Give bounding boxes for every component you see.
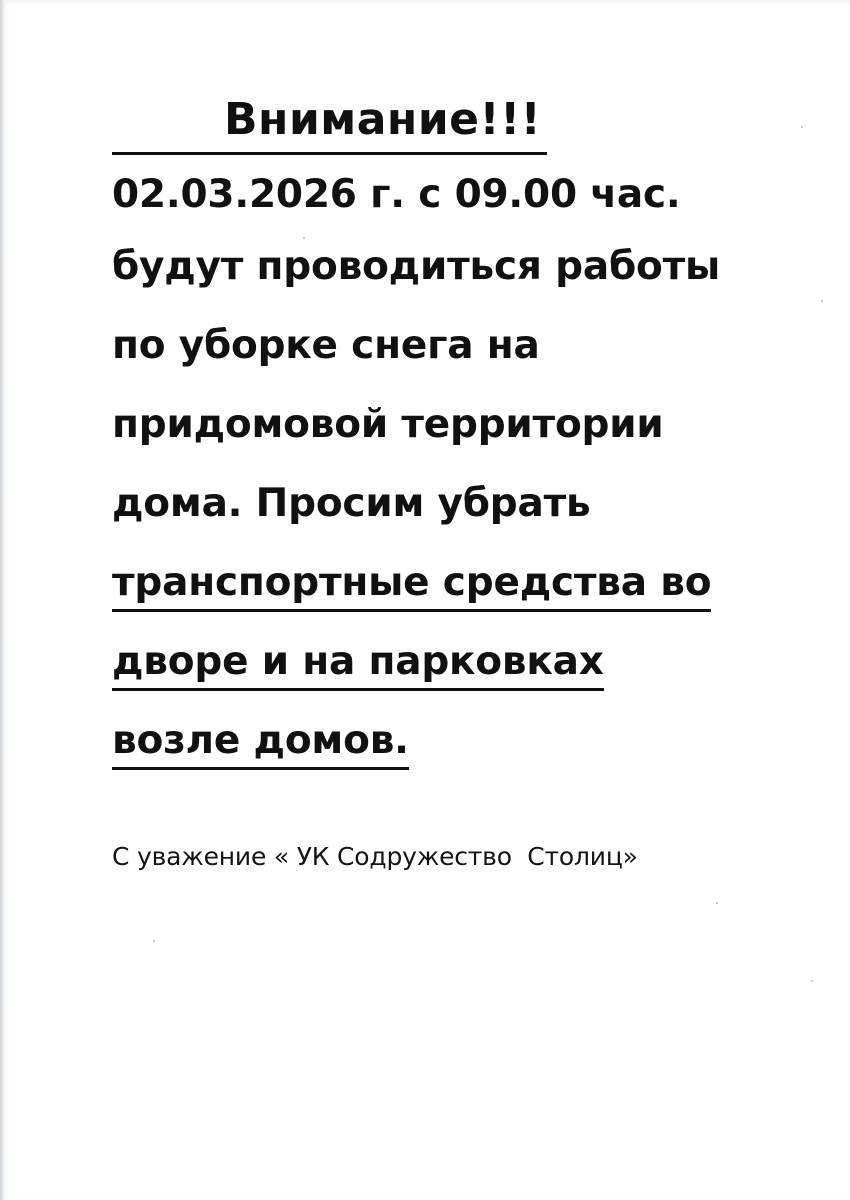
notice-title-wrapper bbox=[112, 88, 812, 155]
notice-line-territory: придомовой территории bbox=[112, 402, 664, 447]
paper-speck bbox=[153, 940, 155, 942]
notice-line-work: будут проводиться работы bbox=[112, 244, 721, 289]
paper-speck bbox=[821, 300, 823, 302]
notice-line-yard-text: дворе и на парковках bbox=[112, 639, 604, 691]
notice-body bbox=[112, 88, 812, 780]
notice-title: Внимание!!! bbox=[112, 88, 547, 155]
notice-line-date: 02.03.2026 г. с 09.00 час. bbox=[112, 172, 681, 217]
paper-left-edge bbox=[0, 0, 6, 1200]
notice-line-yard bbox=[112, 622, 812, 701]
notice-signature: С уважение « УК Содружество Столиц» bbox=[112, 842, 638, 871]
notice-line-houses-text: возле домов. bbox=[112, 718, 409, 770]
notice-line-vehicles bbox=[112, 543, 812, 622]
notice-line-vehicles-text: транспортные средства во bbox=[112, 560, 711, 612]
paper-speck bbox=[811, 980, 813, 982]
notice-line-snow: по уборке снега на bbox=[112, 323, 540, 368]
paper-speck bbox=[716, 902, 718, 904]
paper-speck bbox=[801, 126, 803, 128]
notice-line-request: дома. Просим убрать bbox=[112, 481, 591, 526]
paper-speck bbox=[303, 237, 305, 239]
notice-line-houses bbox=[112, 701, 812, 780]
